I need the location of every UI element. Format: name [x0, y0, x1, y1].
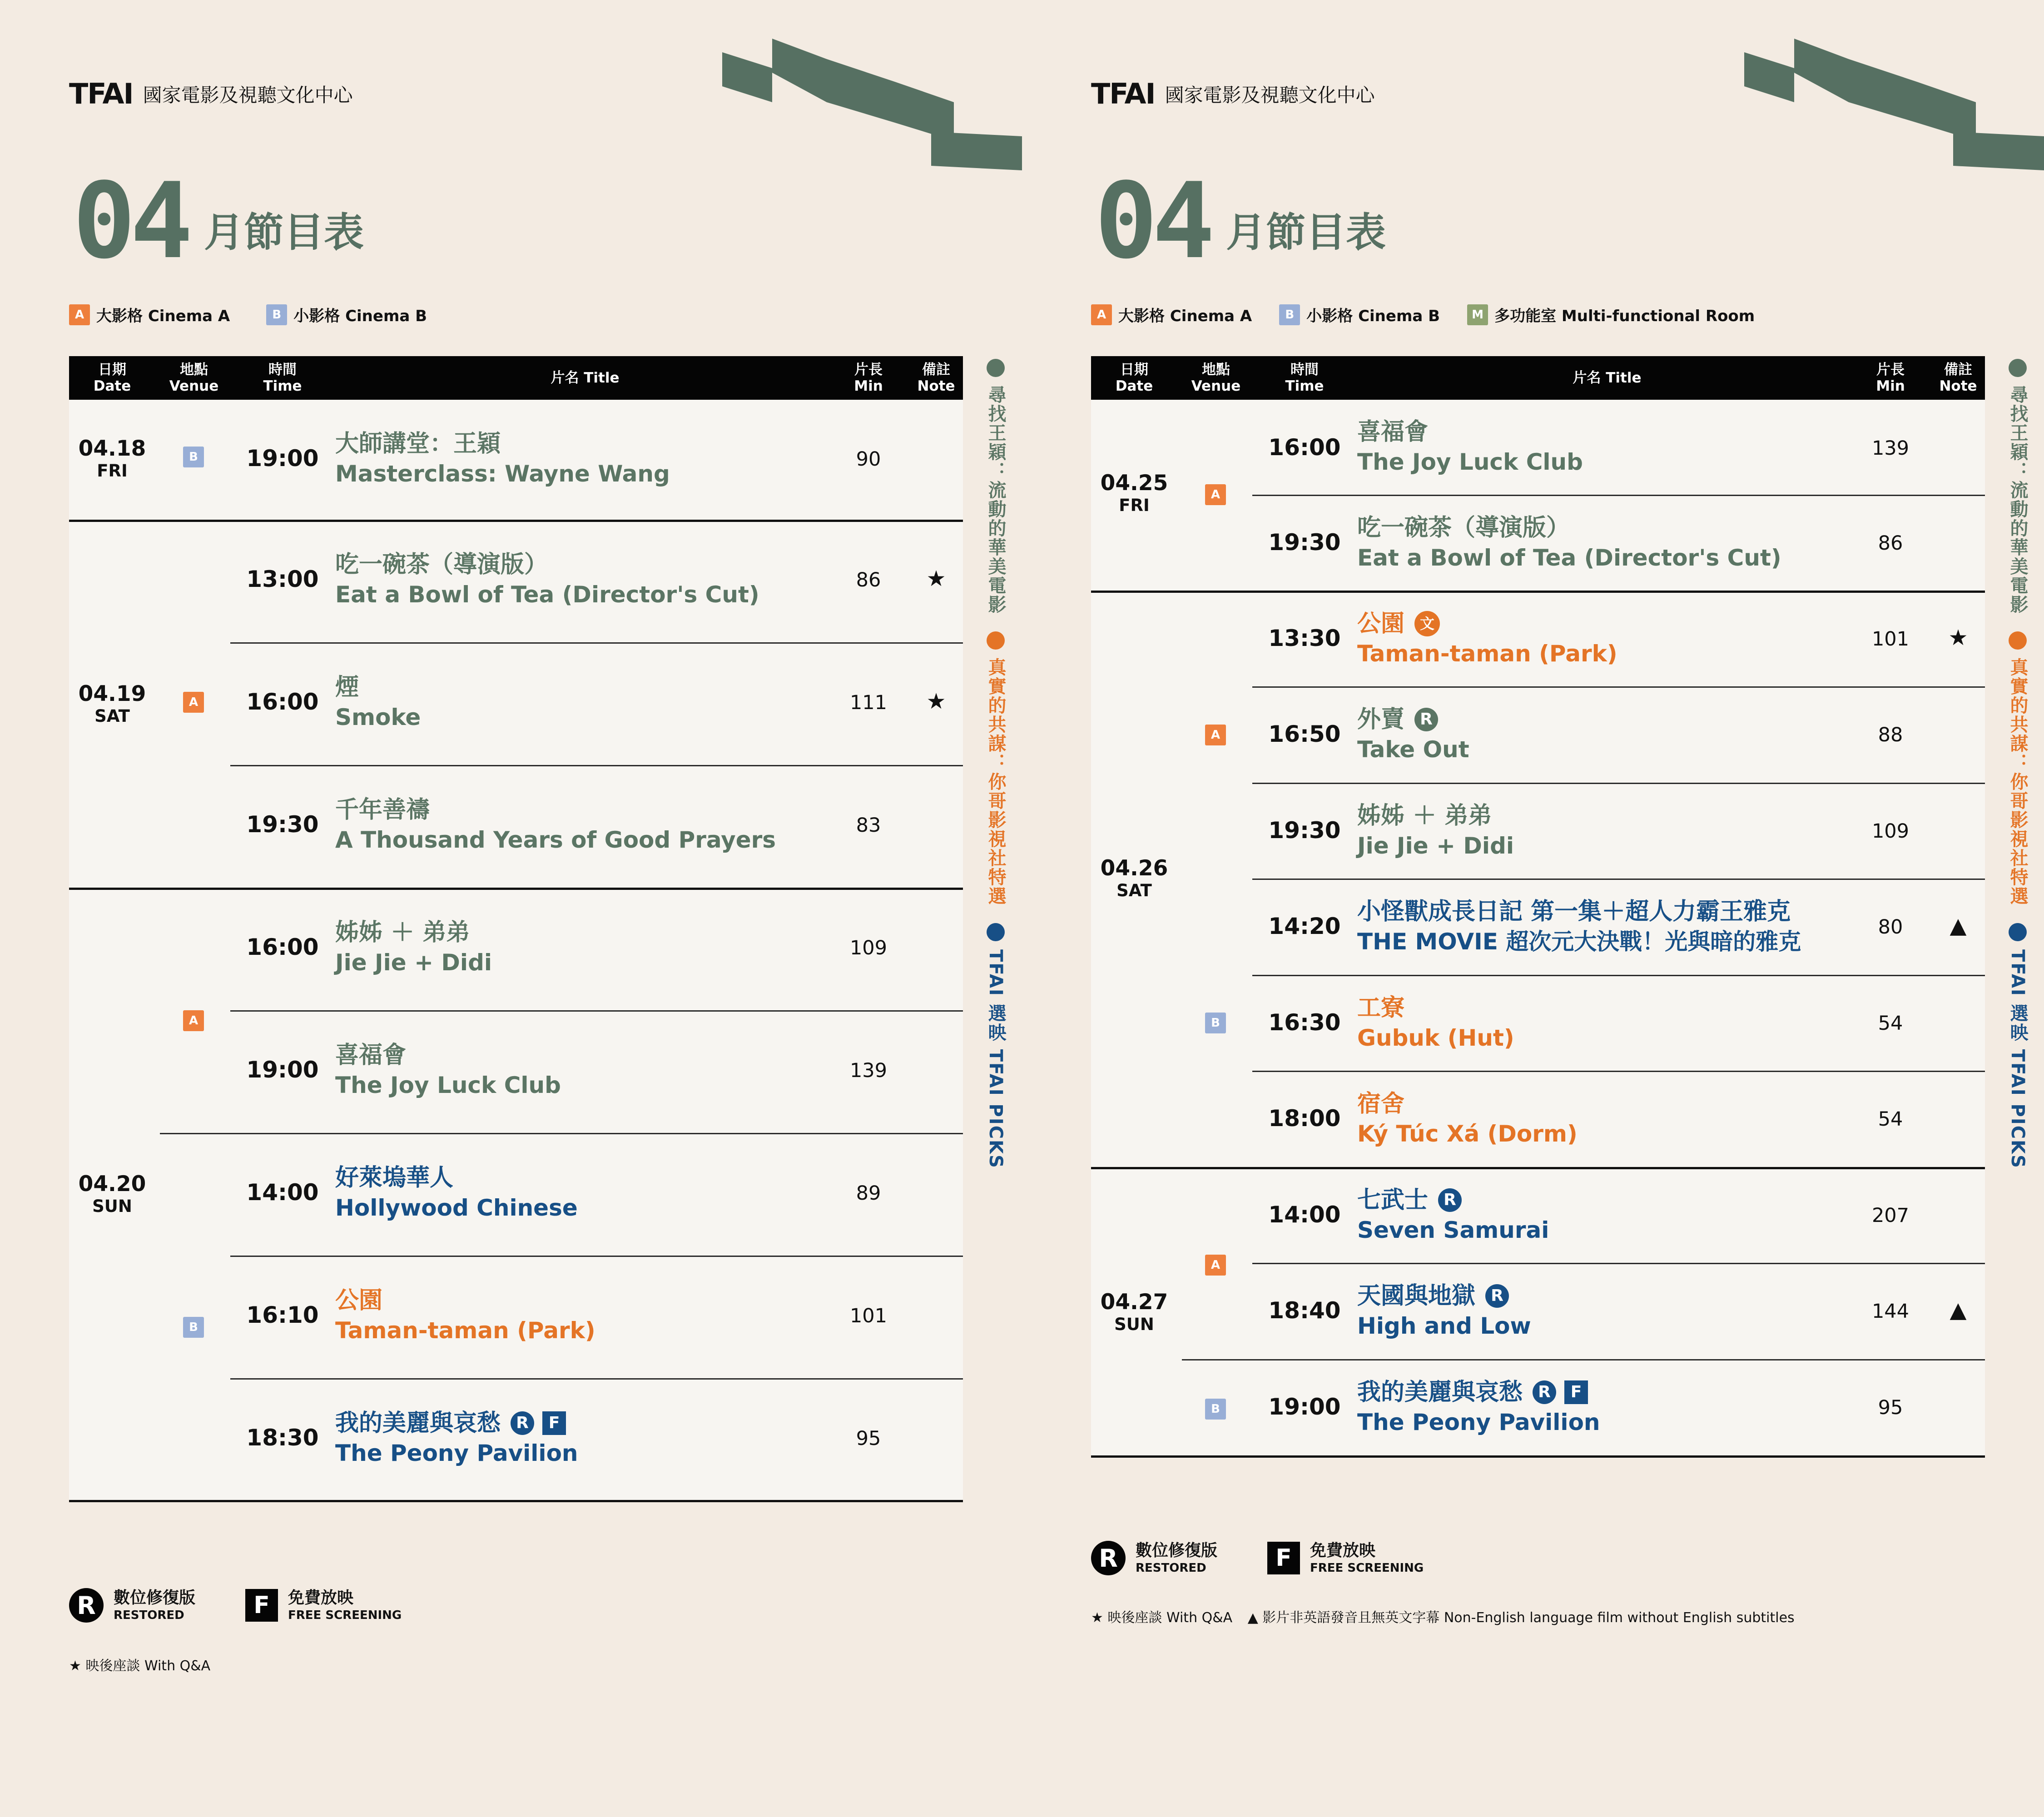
screening-time: 16:50: [1268, 721, 1341, 747]
qa-star-icon: ★: [1948, 625, 1968, 650]
venue-b-badge: B: [1205, 1399, 1226, 1420]
screening-time: 18:00: [1268, 1105, 1341, 1132]
org-name: 國家電影及視聽文化中心: [143, 84, 353, 106]
screening-minutes: 109: [1871, 820, 1910, 843]
screening-minutes: 86: [856, 569, 881, 591]
screening-time: 16:00: [246, 934, 319, 960]
screening-minutes: 207: [1871, 1204, 1910, 1227]
header-time: 時間 Time: [1285, 362, 1324, 394]
table-bottom-border: [1091, 1455, 1985, 1458]
screening-time: 13:00: [246, 566, 319, 592]
header-date: 日期 Date: [1115, 362, 1153, 394]
date-cell: 04.27 SUN: [1100, 1290, 1168, 1334]
screening-minutes: 111: [849, 691, 888, 714]
date-cell: 04.20 SUN: [78, 1172, 146, 1216]
header-min: 片長 Min: [1876, 362, 1905, 394]
screening-time: 19:00: [246, 445, 319, 472]
series-dot-icon: [2009, 631, 2027, 650]
triangle-icon: ▲: [1950, 1297, 1967, 1323]
venue-legend: [69, 303, 463, 326]
screening-row[interactable]: [1091, 783, 1985, 879]
legend-cinema-a: [69, 303, 230, 326]
free-screening-icon: F: [1267, 1542, 1300, 1574]
venue-a-badge: A: [183, 692, 204, 713]
series-legend-vertical: [2007, 354, 2029, 1182]
org-name: 國家電影及視聽文化中心: [1165, 84, 1375, 106]
screening-time: 19:30: [1268, 817, 1341, 844]
schedule-table-right: [1091, 356, 1985, 1458]
screening-title: 千年善禱 A Thousand Years of Good Prayers: [335, 796, 776, 853]
restored-icon: R: [1533, 1380, 1556, 1404]
screening-row[interactable]: [69, 400, 963, 520]
header-title: 片名 Title: [1573, 370, 1642, 386]
symbol-notes: [1091, 1606, 1795, 1626]
table-header: [69, 356, 963, 400]
qa-note: ★ 映後座談 With Q&A: [69, 1658, 211, 1674]
screening-row[interactable]: [1091, 879, 1985, 975]
legend-restored: R 數位修復版 RESTORED: [1091, 1541, 1217, 1575]
venue-a-label: 大影格 Cinema A: [1118, 307, 1252, 325]
schedule-page-right: [1022, 0, 2044, 1817]
venue-b-badge: B: [1205, 1013, 1226, 1033]
screening-row[interactable]: [69, 520, 963, 642]
venue-m-badge: M: [1467, 304, 1488, 325]
venue-a-label: 大影格 Cinema A: [96, 307, 230, 325]
screening-row[interactable]: [69, 1133, 963, 1256]
tfai-logo-mark: TFAI: [1091, 77, 1155, 110]
screening-row[interactable]: [1091, 1167, 1985, 1263]
screening-minutes: 54: [1878, 1012, 1903, 1035]
screening-row[interactable]: [1091, 975, 1985, 1071]
venue-a-badge: A: [183, 1010, 204, 1031]
series-dot-icon: [987, 923, 1005, 941]
free-screening-icon: F: [1564, 1380, 1588, 1404]
date-cell: 04.25 FRI: [1100, 471, 1168, 515]
qa-note: ★ 映後座談 With Q&A: [1091, 1610, 1233, 1626]
screening-title: 小怪獸成長日記 第一集＋超人力霸王雅克 THE MOVIE 超次元大決戰！光與暗的雅克: [1357, 898, 1801, 955]
legend-cinema-b: [266, 303, 427, 326]
screening-time: 13:30: [1268, 625, 1341, 651]
header-venue: 地點 Venue: [169, 362, 219, 394]
date-cell: 04.26 SAT: [1100, 856, 1168, 900]
screening-row[interactable]: [1091, 1359, 1985, 1455]
screening-minutes: 139: [849, 1059, 888, 1082]
restored-icon: R: [511, 1411, 534, 1435]
qa-star-icon: ★: [926, 689, 946, 714]
screening-row[interactable]: [1091, 1263, 1985, 1359]
screening-title: 我的美麗與哀愁 R F The Peony Pavilion: [335, 1410, 578, 1466]
series-label: 真實的共謀：你哥影視社特選: [985, 658, 1006, 906]
restored-icon: R: [1485, 1284, 1509, 1308]
series-legend-vertical: [985, 354, 1007, 1182]
screening-minutes: 139: [1871, 437, 1910, 460]
org-logo[interactable]: [69, 77, 353, 110]
icon-legend: [69, 1588, 451, 1623]
screening-time: 16:00: [246, 689, 319, 715]
screening-title: 天國與地獄 R High and Low: [1357, 1282, 1531, 1339]
legend-multi-room: [1467, 303, 1755, 326]
header-note: 備註 Note: [1939, 362, 1977, 394]
screening-time: 14:00: [246, 1179, 319, 1206]
qa-star-icon: ★: [926, 566, 946, 591]
venue-a-badge: A: [1091, 304, 1112, 325]
schedule-table-left: [69, 356, 963, 1502]
series-label: TFAI 選映 TFAI PICKS: [2007, 949, 2028, 1169]
venue-b-badge: B: [266, 304, 287, 325]
screening-title: 七武士 R Seven Samurai: [1357, 1187, 1549, 1243]
screening-time: 16:10: [246, 1302, 319, 1328]
icon-legend: [1091, 1541, 1473, 1575]
screening-time: 19:00: [1268, 1394, 1341, 1420]
month-label: 月節目表: [1225, 209, 1386, 256]
legend-free: F 免費放映 FREE SCREENING: [245, 1588, 402, 1623]
series-label: TFAI 選映 TFAI PICKS: [985, 949, 1006, 1169]
screening-row[interactable]: [69, 1256, 963, 1378]
screening-row[interactable]: [69, 1010, 963, 1133]
restored-icon: R: [1414, 708, 1438, 731]
screening-title: 姊姊 ＋ 弟弟 Jie Jie + Didi: [335, 919, 492, 976]
screening-minutes: 101: [849, 1305, 888, 1327]
screening-time: 16:00: [1268, 434, 1341, 461]
series-label: 真實的共謀：你哥影視社特選: [2007, 658, 2028, 906]
screening-time: 14:00: [1268, 1201, 1341, 1228]
screening-minutes: 95: [856, 1427, 881, 1450]
org-logo[interactable]: [1091, 77, 1375, 110]
month-label: 月節目表: [203, 209, 364, 256]
screening-row[interactable]: [69, 765, 963, 888]
free-screening-icon: F: [245, 1589, 278, 1622]
date-cell: 04.18 FRI: [78, 436, 146, 481]
screening-title: 宿舍 Ký Túc Xá (Dorm): [1357, 1090, 1578, 1147]
legend-cinema-a: [1091, 303, 1252, 326]
series-label: 尋找王穎：流動的華美電影: [985, 385, 1006, 614]
screening-title: 煙 Smoke: [335, 674, 421, 730]
screening-title: 好萊塢華人 Hollywood Chinese: [335, 1164, 578, 1221]
screening-row[interactable]: [1091, 400, 1985, 495]
screening-time: 18:30: [246, 1425, 319, 1451]
screening-time: 18:40: [1268, 1297, 1341, 1324]
screening-minutes: 86: [1878, 532, 1903, 555]
venue-b-label: 小影格 Cinema B: [1306, 307, 1440, 325]
series-label: 尋找王穎：流動的華美電影: [2007, 385, 2028, 614]
screening-title: 吃一碗茶（導演版） Eat a Bowl of Tea (Director's Cut): [335, 551, 759, 608]
screening-title: 公園 Taman-taman (Park): [335, 1287, 595, 1344]
venue-a-badge: A: [1205, 484, 1226, 505]
screening-minutes: 83: [856, 814, 881, 837]
venue-b-label: 小影格 Cinema B: [293, 307, 427, 325]
header-venue: 地點 Venue: [1191, 362, 1241, 394]
series-dot-icon: [987, 359, 1005, 377]
month-number: 04: [1095, 161, 1210, 282]
screening-row[interactable]: [1091, 1071, 1985, 1167]
series-dot-icon: [2009, 359, 2027, 377]
screening-minutes: 101: [1871, 628, 1910, 650]
screening-row[interactable]: [69, 1378, 963, 1500]
screening-title: 外賣 R Take Out: [1357, 706, 1469, 763]
ribbon-decoration: [1744, 34, 2044, 179]
screening-time: 14:20: [1268, 913, 1341, 939]
screening-title: 喜福會 The Joy Luck Club: [335, 1042, 561, 1098]
screening-minutes: 54: [1878, 1108, 1903, 1131]
venue-b-badge: B: [183, 1317, 204, 1338]
table-bottom-border: [69, 1500, 963, 1502]
venue-legend: [1091, 303, 1791, 326]
screening-title: 公園 文 Taman-taman (Park): [1357, 610, 1617, 667]
wen-icon: 文: [1414, 611, 1440, 636]
screening-title: 工寮 Gubuk (Hut): [1357, 994, 1514, 1051]
screening-title: 我的美麗與哀愁 R F The Peony Pavilion: [1357, 1379, 1600, 1435]
screening-minutes: 109: [849, 937, 888, 959]
venue-b-badge: B: [1279, 304, 1300, 325]
screening-row[interactable]: [1091, 686, 1985, 783]
screening-row[interactable]: [1091, 591, 1985, 686]
screening-title: 吃一碗茶（導演版） Eat a Bowl of Tea (Director's Cut): [1357, 514, 1781, 571]
screening-title: 姊姊 ＋ 弟弟 Jie Jie + Didi: [1357, 802, 1514, 859]
screening-title: 大師講堂：王穎 Masterclass: Wayne Wang: [335, 430, 670, 487]
screening-time: 19:30: [1268, 529, 1341, 556]
restored-icon: R: [1438, 1188, 1462, 1212]
screening-row[interactable]: [1091, 495, 1985, 591]
restored-icon: R: [1091, 1541, 1126, 1575]
month-heading: [73, 161, 364, 282]
free-screening-icon: F: [542, 1411, 566, 1435]
venue-a-badge: A: [69, 304, 90, 325]
venue-m-label: 多功能室 Multi-functional Room: [1494, 307, 1755, 325]
table-header: [1091, 356, 1985, 400]
header-title: 片名 Title: [551, 370, 620, 386]
tfai-logo-mark: TFAI: [69, 77, 133, 110]
legend-restored: R 數位修復版 RESTORED: [69, 1588, 195, 1623]
screening-time: 16:30: [1268, 1009, 1341, 1036]
restored-icon: R: [69, 1588, 104, 1623]
venue-b-badge: B: [183, 447, 204, 467]
ribbon-decoration: [722, 34, 1022, 179]
screening-row[interactable]: [69, 642, 963, 765]
screening-minutes: 144: [1871, 1300, 1910, 1323]
series-dot-icon: [2009, 923, 2027, 941]
legend-cinema-b: [1279, 303, 1440, 326]
screening-time: 19:30: [246, 811, 319, 838]
venue-a-badge: A: [1205, 1255, 1226, 1276]
screening-minutes: 88: [1878, 724, 1903, 746]
series-dot-icon: [987, 631, 1005, 650]
screening-time: 19:00: [246, 1057, 319, 1083]
header-min: 片長 Min: [854, 362, 883, 394]
header-time: 時間 Time: [263, 362, 302, 394]
venue-a-badge: A: [1205, 725, 1226, 745]
screening-minutes: 89: [856, 1182, 881, 1205]
header-date: 日期 Date: [93, 362, 131, 394]
screening-minutes: 80: [1878, 916, 1903, 938]
screening-minutes: 95: [1878, 1396, 1903, 1419]
screening-row[interactable]: [69, 888, 963, 1010]
triangle-icon: ▲: [1950, 913, 1967, 938]
month-number: 04: [73, 161, 188, 282]
nonenglish-note: ▲ 影片非英語發音且無英文字幕 Non-English language film without English subtitles: [1247, 1610, 1795, 1626]
date-cell: 04.19 SAT: [78, 681, 146, 726]
screening-minutes: 90: [856, 448, 881, 471]
legend-free: F 免費放映 FREE SCREENING: [1267, 1541, 1424, 1575]
screening-title: 喜福會 The Joy Luck Club: [1357, 418, 1583, 475]
month-heading: [1095, 161, 1386, 282]
header-note: 備註 Note: [917, 362, 955, 394]
